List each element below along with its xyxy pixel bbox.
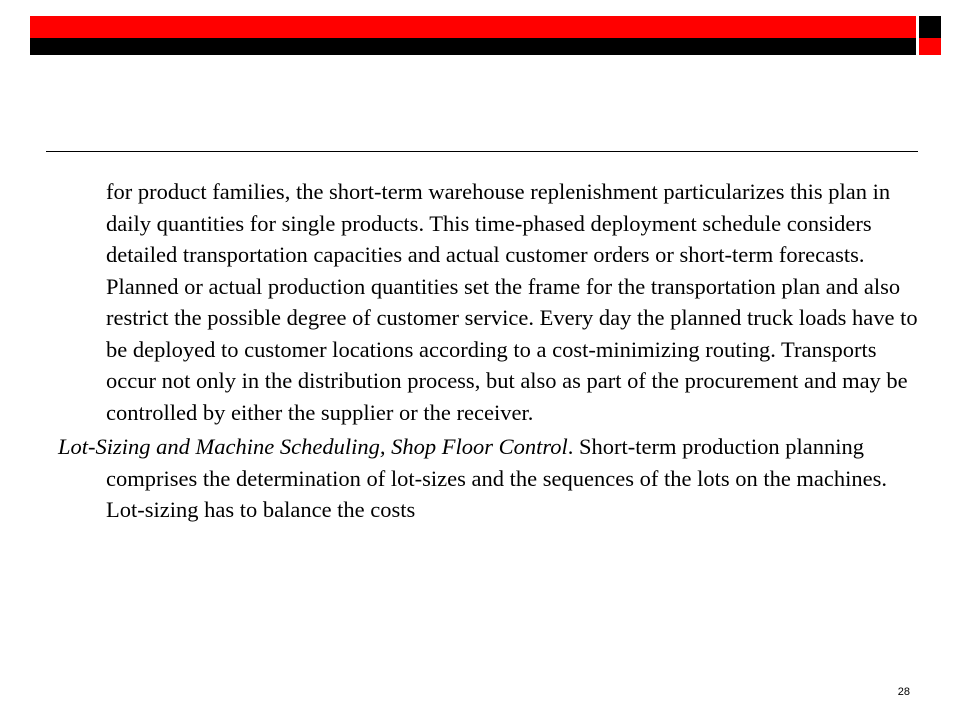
slide-body bbox=[58, 176, 918, 526]
body-paragraph-continued: for product families, the short-term warehouse replenishment particularizes this plan in daily quantities for single products. This time-phased deployment schedule considers detailed transportation capacities and actual customer orders or short-term forecasts. Planned or actual production quantities set the frame for the transportation plan and also restrict the possible degree of customer service. Every day the planned truck loads have to be deployed to customer locations according to a cost-minimizing routing. Transports occur not only in the distribution process, but also as part of the procurement and may be controlled by either the supplier or the receiver. bbox=[106, 179, 918, 425]
page-number: 28 bbox=[897, 686, 910, 698]
header-corner-black-square bbox=[919, 16, 941, 38]
header-bar-black bbox=[30, 38, 916, 55]
header-bar-red bbox=[30, 16, 916, 38]
paragraph-heading: Lot-Sizing and Machine Scheduling, Shop Floor Control bbox=[58, 434, 568, 459]
paragraph-text: . Short-term production planning comprises the determination of lot-sizes and the sequences of the lots on the machines. Lot-sizing has to balance the costs bbox=[106, 434, 888, 522]
body-paragraph-lot-sizing bbox=[58, 431, 918, 526]
header-corner-red-square bbox=[919, 38, 941, 55]
title-divider-line bbox=[46, 151, 918, 152]
